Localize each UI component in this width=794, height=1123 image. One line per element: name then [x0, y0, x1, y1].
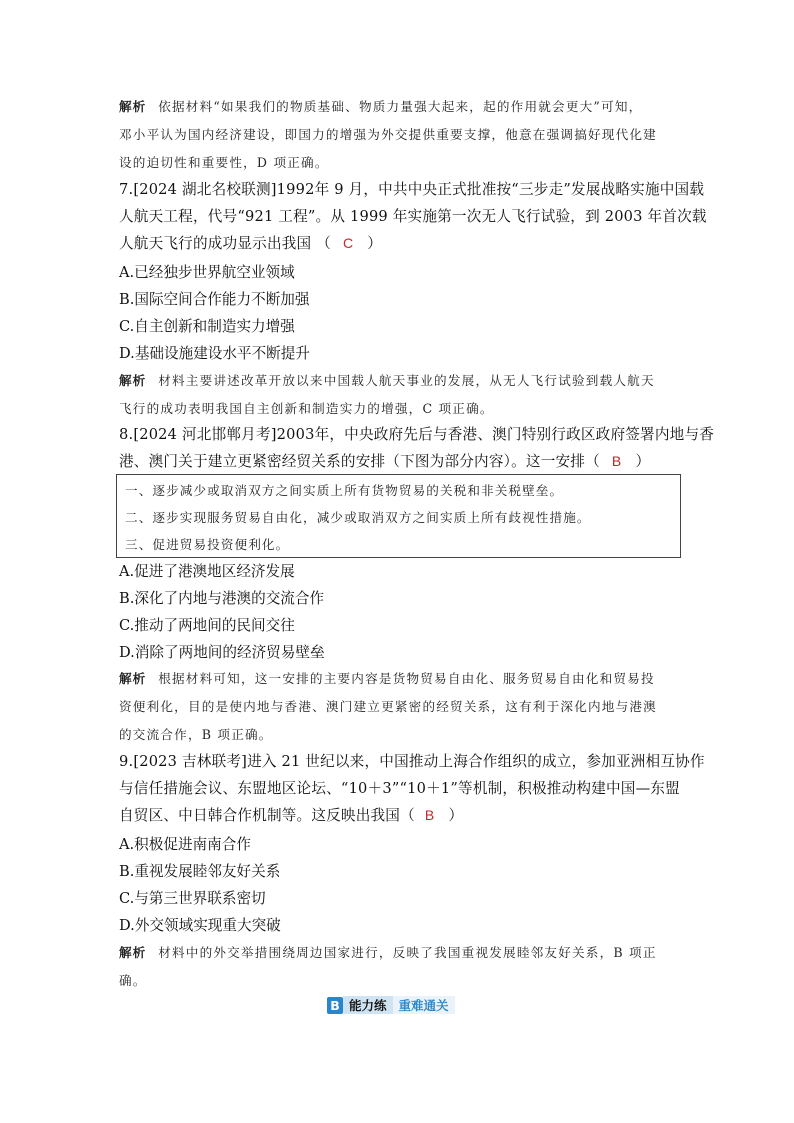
material-box	[116, 474, 681, 558]
analysis-line: 确。	[119, 973, 147, 988]
question-9-stem: 与信任措施会议、东盟地区论坛、“10＋3”“10＋1”等机制，积极推动构建中国—东盟	[119, 780, 680, 797]
question-9-stem: 9.[2023 吉林联考]进入 21 世纪以来，中国推动上海合作组织的成立，参加亚洲相互协作	[119, 753, 705, 770]
option-a: A.促进了港澳地区经济发展	[119, 563, 295, 580]
analysis-tag: 解析	[119, 671, 147, 686]
question-7-stem: 7.[2024 湖北名校联测]1992年 9 月，中共中央正式批准按“三步走”发展战略实施中国载	[119, 181, 705, 198]
analysis-line: 解析 依据材料“如果我们的物质基础、物质力量强大起来，起的作用就会更大”可知，	[119, 99, 643, 114]
option-a: A.已经独步世界航空业领域	[119, 264, 295, 281]
option-d: D.基础设施建设水平不断提升	[119, 345, 310, 362]
question-9-stem: 自贸区、中日韩合作机制等。这反映出我国（ B ）	[119, 807, 464, 824]
question-8-stem: 港、澳门关于建立更紧密经贸关系的安排（下图为部分内容）。这一安排（ B ）	[119, 453, 651, 470]
analysis-line: 资便利化，目的是使内地与香港、澳门建立更紧密的经贸关系，这有利于深化内地与港澳	[119, 699, 657, 714]
analysis-line: 解析 根据材料可知，这一安排的主要内容是货物贸易自由化、服务贸易自由化和贸易投	[119, 671, 655, 686]
question-7-stem: 人航天飞行的成功显示出我国 （ C ）	[119, 235, 383, 252]
analysis-line: 飞行的成功表明我国自主创新和制造实力的增强，C 项正确。	[119, 401, 494, 416]
material-line: 二、逐步实现服务贸易自由化，减少或取消双方之间实质上所有歧视性措施。	[125, 510, 591, 525]
question-7-stem: 人航天工程，代号“921 工程”。从 1999 年实施第一次无人飞行试验，到 2003 年首次载	[119, 208, 707, 225]
analysis-tag: 解析	[119, 945, 147, 960]
option-c: C.推动了两地间的民间交往	[119, 617, 295, 634]
material-line: 一、逐步减少或取消双方之间实质上所有货物贸易的关税和非关税壁垒。	[125, 483, 564, 498]
option-c: C.与第三世界联系密切	[119, 890, 266, 907]
option-b: B.国际空间合作能力不断加强	[119, 291, 310, 308]
option-b: B.深化了内地与港澳的交流合作	[119, 590, 325, 607]
section-badge: B	[327, 997, 343, 1014]
option-a: A.积极促进南南合作	[119, 836, 251, 853]
analysis-line: 解析 材料中的外交举措围绕周边国家进行，反映了我国重视发展睦邻友好关系，B 项正	[119, 945, 657, 960]
analysis-line: 的交流合作，B 项正确。	[119, 727, 273, 742]
section-label: 能力练	[343, 996, 393, 1014]
option-c: C.自主创新和制造实力增强	[119, 318, 295, 335]
answer-mark: B	[611, 453, 622, 469]
analysis-tag: 解析	[119, 373, 147, 388]
answer-mark: C	[342, 235, 354, 251]
analysis-line: 解析 材料主要讲述改革开放以来中国载人航天事业的发展，从无人飞行试验到载人航天	[119, 373, 655, 388]
option-d: D.消除了两地间的经济贸易壁垒	[119, 644, 325, 661]
answer-mark: B	[424, 807, 435, 823]
material-line: 三、促进贸易投资便利化。	[125, 537, 290, 552]
analysis-tag: 解析	[119, 99, 147, 114]
section-sublabel: 重难通关	[393, 996, 455, 1014]
section-header	[327, 996, 455, 1014]
analysis-line: 设的迫切性和重要性，D 项正确。	[119, 155, 329, 170]
question-8-stem: 8.[2024 河北邯郸月考]2003年，中央政府先后与香港、澳门特别行政区政府签署内地与香	[119, 426, 715, 443]
analysis-line: 邓小平认为国内经济建设，即国力的增强为外交提供重要支撑，他意在强调搞好现代化建	[119, 127, 657, 142]
option-d: D.外交领域实现重大突破	[119, 917, 281, 934]
option-b: B.重视发展睦邻友好关系	[119, 863, 281, 880]
